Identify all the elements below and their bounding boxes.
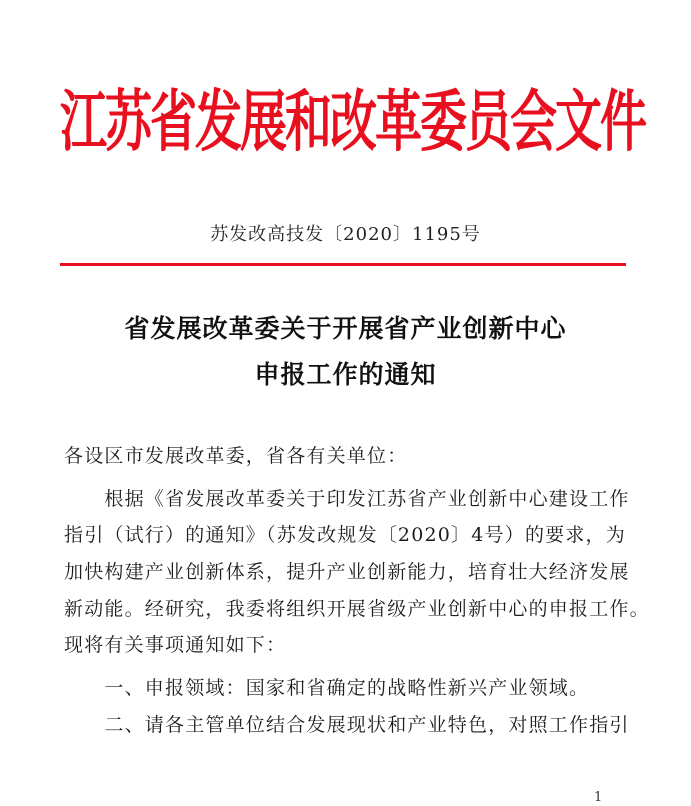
page-number: 1 [594,790,603,805]
body-line: 根据《省发展改革委关于印发江苏省产业创新中心建设工作 [64,488,630,510]
body-line: 新动能。经研究，我委将组织开展省级产业创新中心的申报工作。 [64,598,650,620]
salutation: 各设区市发展改革委，省各有关单位： [64,445,408,467]
body-line: 一、申报领域：国家和省确定的战略性新兴产业领域。 [64,677,590,699]
red-divider-line [60,263,626,266]
document-masthead: 江苏省发展和改革委员会文件 [60,83,645,162]
document-number: 苏发改高技发〔2020〕1195号 [210,224,481,245]
notice-title-line-1: 省发展改革委关于开展省产业创新中心 [124,314,567,343]
notice-title-line-2: 申报工作的通知 [254,360,437,389]
body-line: 二、请各主管单位结合发展现状和产业特色，对照工作指引 [64,714,630,736]
body-line: 现将有关事项通知如下： [64,634,287,656]
body-line: 指引（试行）的通知》（苏发改规发〔2020〕4号）的要求，为 [64,524,626,546]
body-line: 加快构建产业创新体系，提升产业创新能力，培育壮大经济发展 [64,561,630,583]
